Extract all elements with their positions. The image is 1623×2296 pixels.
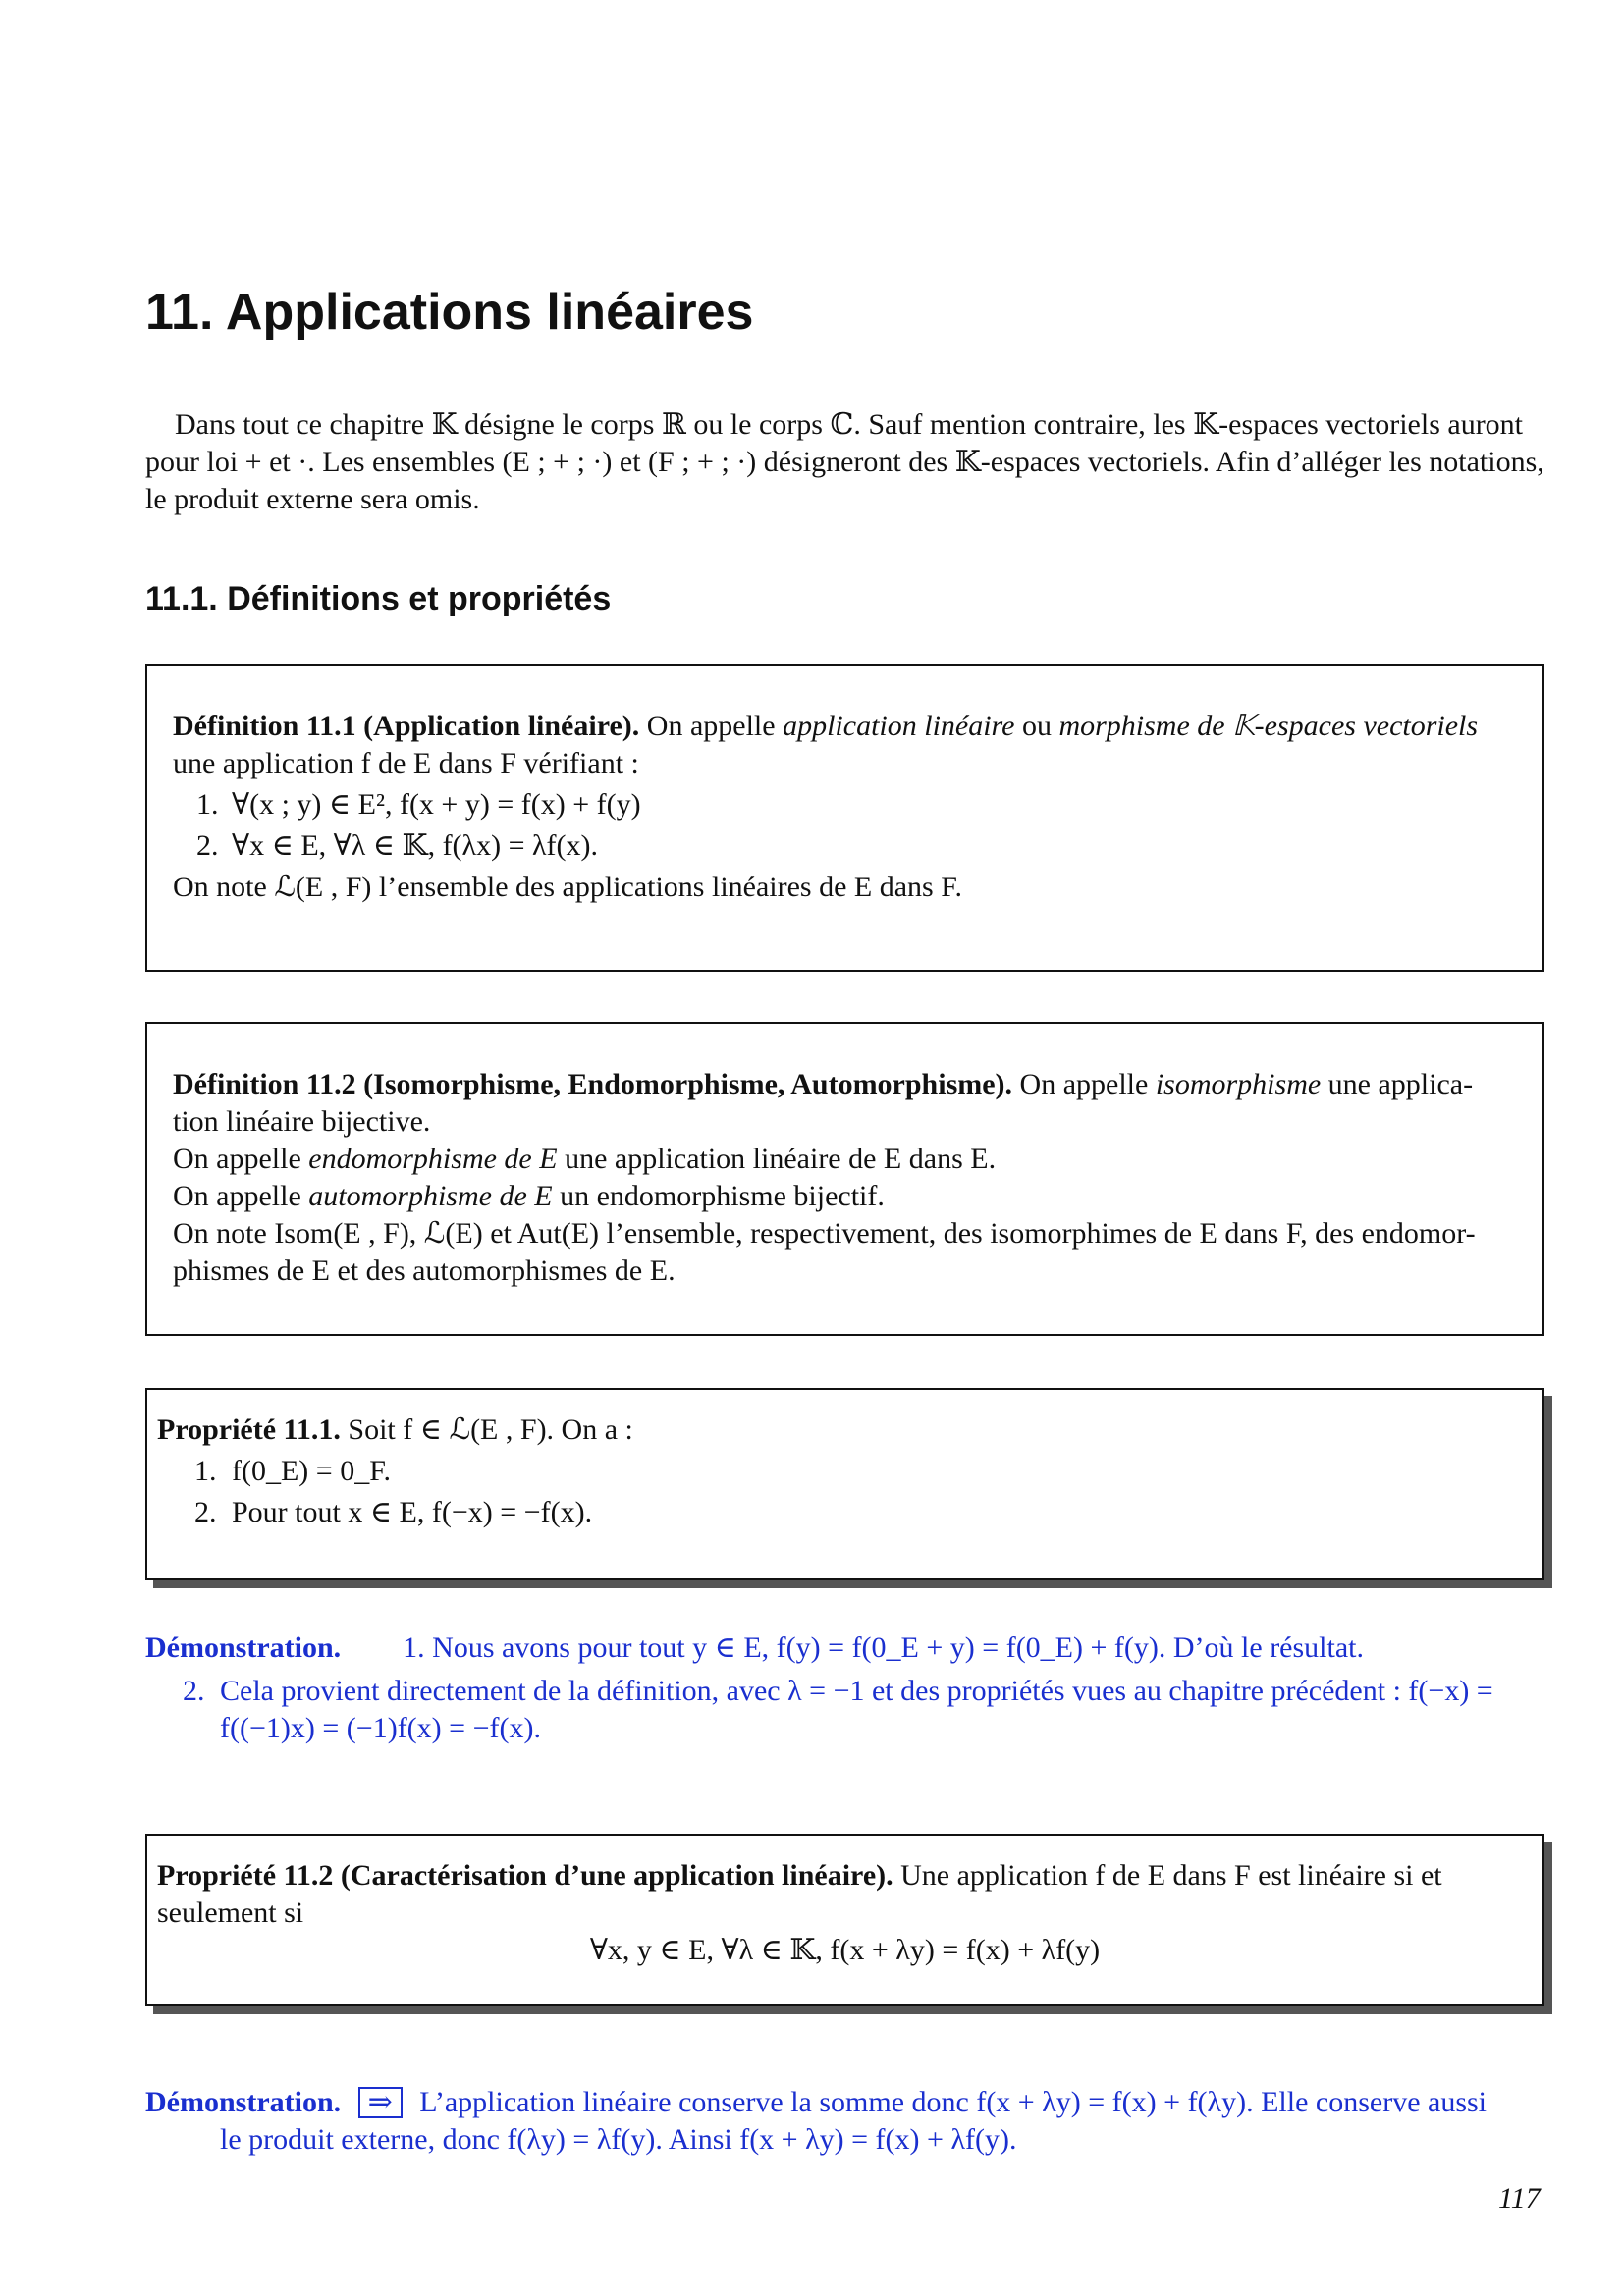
- demonstration-2: [145, 2084, 1544, 2159]
- definition-11-1-list: [173, 786, 1517, 865]
- property-11-2-line-2: seulement si: [157, 1896, 304, 1929]
- definition-11-2-line-4: On appelle automorphisme de E un endomorphisme bijectif.: [173, 1180, 885, 1212]
- term-endomorphisme: endomorphisme de E: [308, 1143, 558, 1175]
- demonstration-2-line-1: Démonstration. ⇒ L’application linéaire conserve la somme donc f(x + λy) = f(x) + f(λy). Elle conserve aussi: [145, 2086, 1488, 2118]
- definition-11-2-line-5: On note Isom(E , F), ℒ(E) et Aut(E) l’ensemble, respectivement, des isomorphimes de E dans F, des endomor-: [173, 1217, 1476, 1250]
- definition-box-11-2: [145, 1022, 1544, 1336]
- chapter-title: 11. Applications linéaires: [145, 284, 754, 341]
- list-item: 2. Pour tout x ∈ E, f(−x) = −f(x).: [194, 1496, 593, 1528]
- property-box-11-2: [145, 1834, 1544, 2006]
- property-11-2-formula: ∀x, y ∈ E, ∀λ ∈ 𝕂, f(x + λy) = f(x) + λf(y): [589, 1934, 1101, 1966]
- implies-icon: ⇒: [358, 2087, 403, 2118]
- definition-11-1-note: On note ℒ(E , F) l’ensemble des applications linéaires de E dans F.: [173, 871, 963, 903]
- term-isomorphisme: isomorphisme: [1155, 1068, 1322, 1100]
- definition-11-2-line-2: tion linéaire bijective.: [173, 1105, 431, 1138]
- intro-paragraph: [145, 406, 1544, 518]
- demonstration-1: [145, 1629, 1544, 1751]
- list-item: 1. f(0_E) = 0_F.: [194, 1455, 391, 1487]
- term-automorphisme: automorphisme de E: [308, 1180, 553, 1212]
- property-11-1-line-1: Propriété 11.1. Soit f ∈ ℒ(E , F). On a :: [157, 1414, 633, 1446]
- term-application-lineaire: application linéaire: [783, 710, 1015, 742]
- definition-11-2-heading: Définition 11.2 (Isomorphisme, Endomorphisme, Automorphisme).: [173, 1068, 1013, 1100]
- definition-box-11-1: [145, 664, 1544, 972]
- demonstration-heading: Démonstration.: [145, 2086, 342, 2118]
- definition-11-2-line-6: phismes de E et des automorphismes de E.: [173, 1255, 676, 1287]
- definition-11-1-line-1: Définition 11.1 (Application linéaire). On appelle application linéaire ou morphisme de 𝕂-espaces vectoriels: [173, 710, 1479, 742]
- intro-line-2: pour loi + et ·. Les ensembles (E ; + ; ·) et (F ; + ; ·) désigneront des 𝕂-espaces vectoriels. Afin d’alléger les notations,: [145, 446, 1544, 478]
- demonstration-1-list: [145, 1673, 1544, 1747]
- list-item: 2. Cela provient directement de la définition, avec λ = −1 et des propriétés vues au chapitre précédent : f(−x) = f((−1)x) = (−1)f(x) = −f(x).: [183, 1675, 1493, 1744]
- demonstration-heading: Démonstration.: [145, 1631, 342, 1664]
- list-item: 2. ∀x ∈ E, ∀λ ∈ 𝕂, f(λx) = λf(x).: [196, 829, 599, 862]
- property-11-1-list: [157, 1453, 1533, 1531]
- property-11-2-heading: Propriété 11.2 (Caractérisation d’une application linéaire).: [157, 1859, 893, 1892]
- property-11-1-heading: Propriété 11.1.: [157, 1414, 341, 1446]
- demonstration-1-line-1: Démonstration. 1. Nous avons pour tout y ∈ E, f(y) = f(0_E + y) = f(0_E) + f(y). D’où le résultat.: [145, 1631, 1364, 1664]
- definition-11-1-heading: Définition 11.1 (Application linéaire).: [173, 710, 640, 742]
- section-title: 11.1. Définitions et propriétés: [145, 580, 612, 617]
- term-morphisme: morphisme de 𝕂-espaces vectoriels: [1058, 710, 1479, 742]
- definition-11-1-line-2: une application f de E dans F vérifiant :: [173, 747, 639, 779]
- property-box-11-1: [145, 1388, 1544, 1580]
- page-number: 117: [1498, 2182, 1541, 2215]
- definition-11-2-line-3: On appelle endomorphisme de E une application linéaire de E dans E.: [173, 1143, 997, 1175]
- intro-line-1: Dans tout ce chapitre 𝕂 désigne le corps ℝ ou le corps ℂ. Sauf mention contraire, les 𝕂-espaces vectoriels auront: [175, 408, 1524, 441]
- intro-line-3: le produit externe sera omis.: [145, 483, 480, 515]
- definition-11-2-line-1: Définition 11.2 (Isomorphisme, Endomorphisme, Automorphisme). On appelle isomorphisme une applica-: [173, 1068, 1474, 1100]
- list-item: 1. ∀(x ; y) ∈ E², f(x + y) = f(x) + f(y): [196, 788, 641, 821]
- demonstration-2-line-2: le produit externe, donc f(λy) = λf(y). Ainsi f(x + λy) = f(x) + λf(y).: [220, 2123, 1017, 2156]
- property-11-2-line-1: Propriété 11.2 (Caractérisation d’une application linéaire). Une application f de E dans F est linéaire si et: [157, 1859, 1442, 1892]
